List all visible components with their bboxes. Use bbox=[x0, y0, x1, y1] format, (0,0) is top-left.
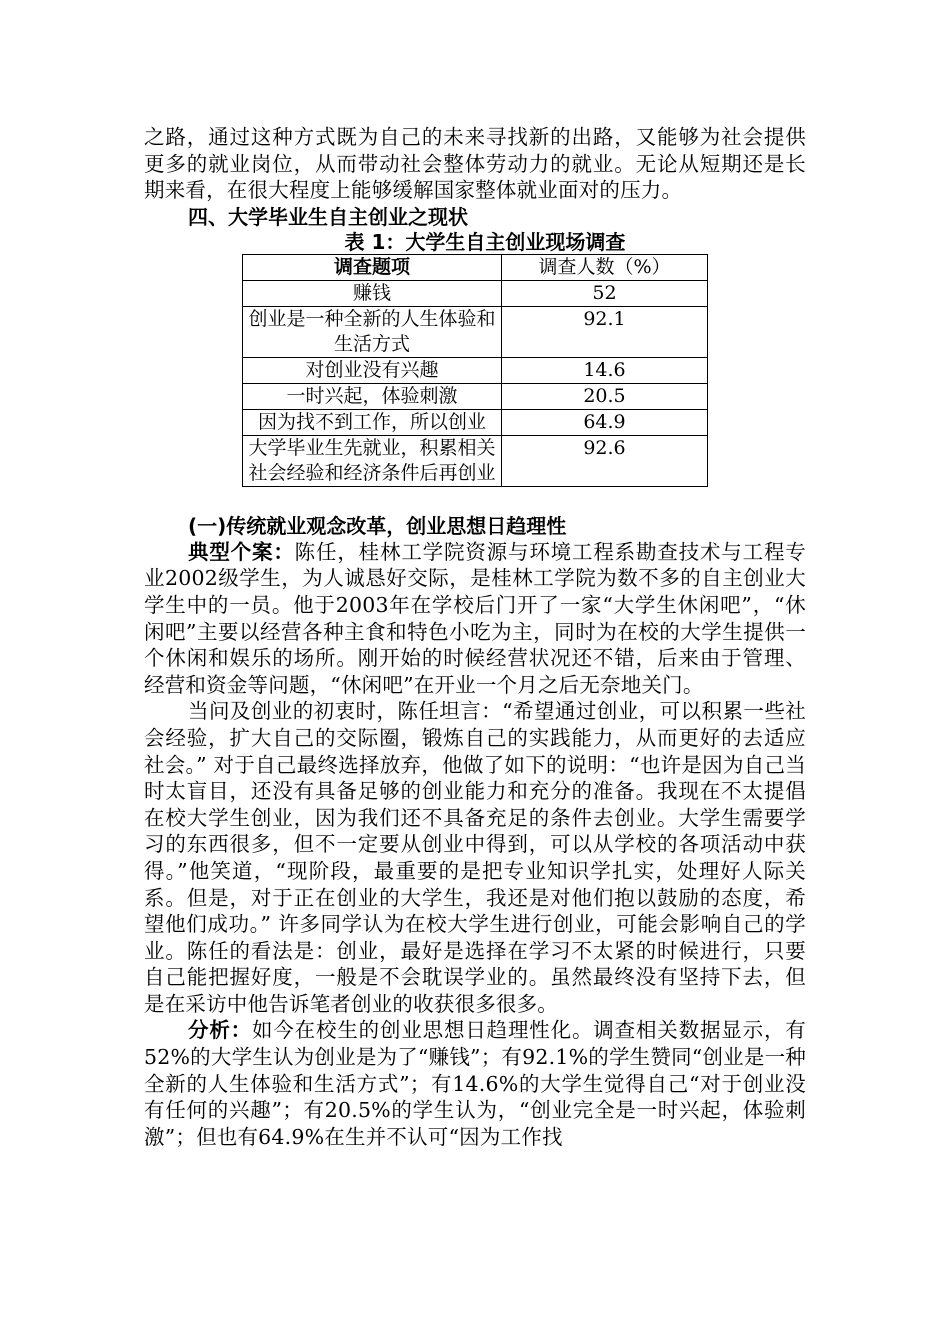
interview-paragraph: 当问及创业的初衷时，陈任坦言：“希望通过创业，可以积累一些社会经验，扩大自己的交际圈，锻炼自己的实践能力，从而更好的去适应社会。” 对于自己最终选择放弃，他做了如下的说明：“也许是因为自己当时太盲目，还没有具备足够的创业能力和充分的准备。我现在不太提倡在校大学生创业，因为我们还不具备充足的条件去创业。大学生需要学习的东西很多，但不一定要从创业中得到，可以从学校的各项活动中获得。”他笑道，“现阶段，最重要的是把专业知识学扎实，处理好人际关系。但是，对于正在创业的大学生，我还是对他们抱以鼓励的态度，希望他们成功。” 许多同学认为在校大学生进行创业，可能会影响自己的学业。陈任的看法是：创业，最好是选择在学习不太紧的时候进行，只要自己能把握好度，一般是不会耽误学业的。虽然最终没有坚持下去，但是在采访中他告诉笔者创业的收获很多很多。 bbox=[144, 699, 806, 1016]
document-page bbox=[144, 124, 806, 1150]
row-value: 92.6 bbox=[502, 435, 708, 486]
row-item: 因为找不到工作，所以创业 bbox=[243, 409, 502, 435]
table-row bbox=[243, 435, 708, 486]
table-row bbox=[243, 383, 708, 409]
intro-paragraph: 之路，通过这种方式既为自己的未来寻找新的出路，又能够为社会提供更多的就业岗位，从而带动社会整体劳动力的就业。无论从短期还是长期来看，在很大程度上能够缓解国家整体就业面对的压力。 bbox=[144, 125, 806, 203]
row-item: 大学毕业生先就业，积累相关社会经验和经济条件后再创业 bbox=[243, 435, 502, 486]
header-item: 调查题项 bbox=[243, 254, 502, 280]
row-value: 52 bbox=[502, 280, 708, 306]
row-value: 92.1 bbox=[502, 306, 708, 357]
table-title: 表 1：大学生自主创业现场调查 bbox=[344, 229, 626, 254]
analysis-text: 如今在校生的创业思想日趋理性化。调查相关数据显示，有52%的大学生认为创业是为了“赚钱”；有92.1%的学生赞同“创业是一种全新的人生体验和生活方式”；有14.6%的大学生觉得自己“对于创业没有任何的兴趣”；有20.5%的学生认为，“创业完全是一时兴起，体验刺激”；但也有64.9%在生并不认可“因为工作找 bbox=[144, 1018, 806, 1149]
table-row bbox=[243, 280, 708, 306]
section-heading: 四、大学毕业生自主创业之现状 bbox=[188, 204, 468, 229]
table-row bbox=[243, 409, 708, 435]
analysis-paragraph bbox=[144, 1017, 806, 1150]
subheading: (一)传统就业观念改革，创业思想日趋理性 bbox=[188, 513, 567, 538]
row-value: 14.6 bbox=[502, 357, 708, 383]
table-header-row bbox=[243, 254, 708, 280]
row-item: 赚钱 bbox=[243, 280, 502, 306]
row-item: 一时兴起，体验刺激 bbox=[243, 383, 502, 409]
row-item: 对创业没有兴趣 bbox=[243, 357, 502, 383]
case-paragraph bbox=[144, 539, 806, 699]
header-value: 调查人数（%） bbox=[502, 254, 708, 280]
row-value: 64.9 bbox=[502, 409, 708, 435]
spacer bbox=[144, 487, 806, 513]
row-item: 创业是一种全新的人生体验和生活方式 bbox=[243, 306, 502, 357]
table-row bbox=[243, 357, 708, 383]
survey-table bbox=[242, 254, 708, 487]
table-row bbox=[243, 306, 708, 357]
case-text: 陈任，桂林工学院资源与环境工程系勘查技术与工程专业2002级学生，为人诚恳好交际，是桂林工学院为数不多的自主创业大学生中的一员。他于2003年在学校后门开了一家“大学生休闲吧”，“休闲吧”主要以经营各种主食和特色小吃为主，同时为在校的大学生提供一个休闲和娱乐的场所。刚开始的时候经营状况还不错，后来由于管理、经营和资金等问题，“休闲吧”在开业一个月之后无奈地关门。 bbox=[144, 539, 806, 697]
case-lead: 典型个案： bbox=[188, 539, 295, 564]
analysis-lead: 分析： bbox=[188, 1018, 252, 1043]
row-value: 20.5 bbox=[502, 383, 708, 409]
